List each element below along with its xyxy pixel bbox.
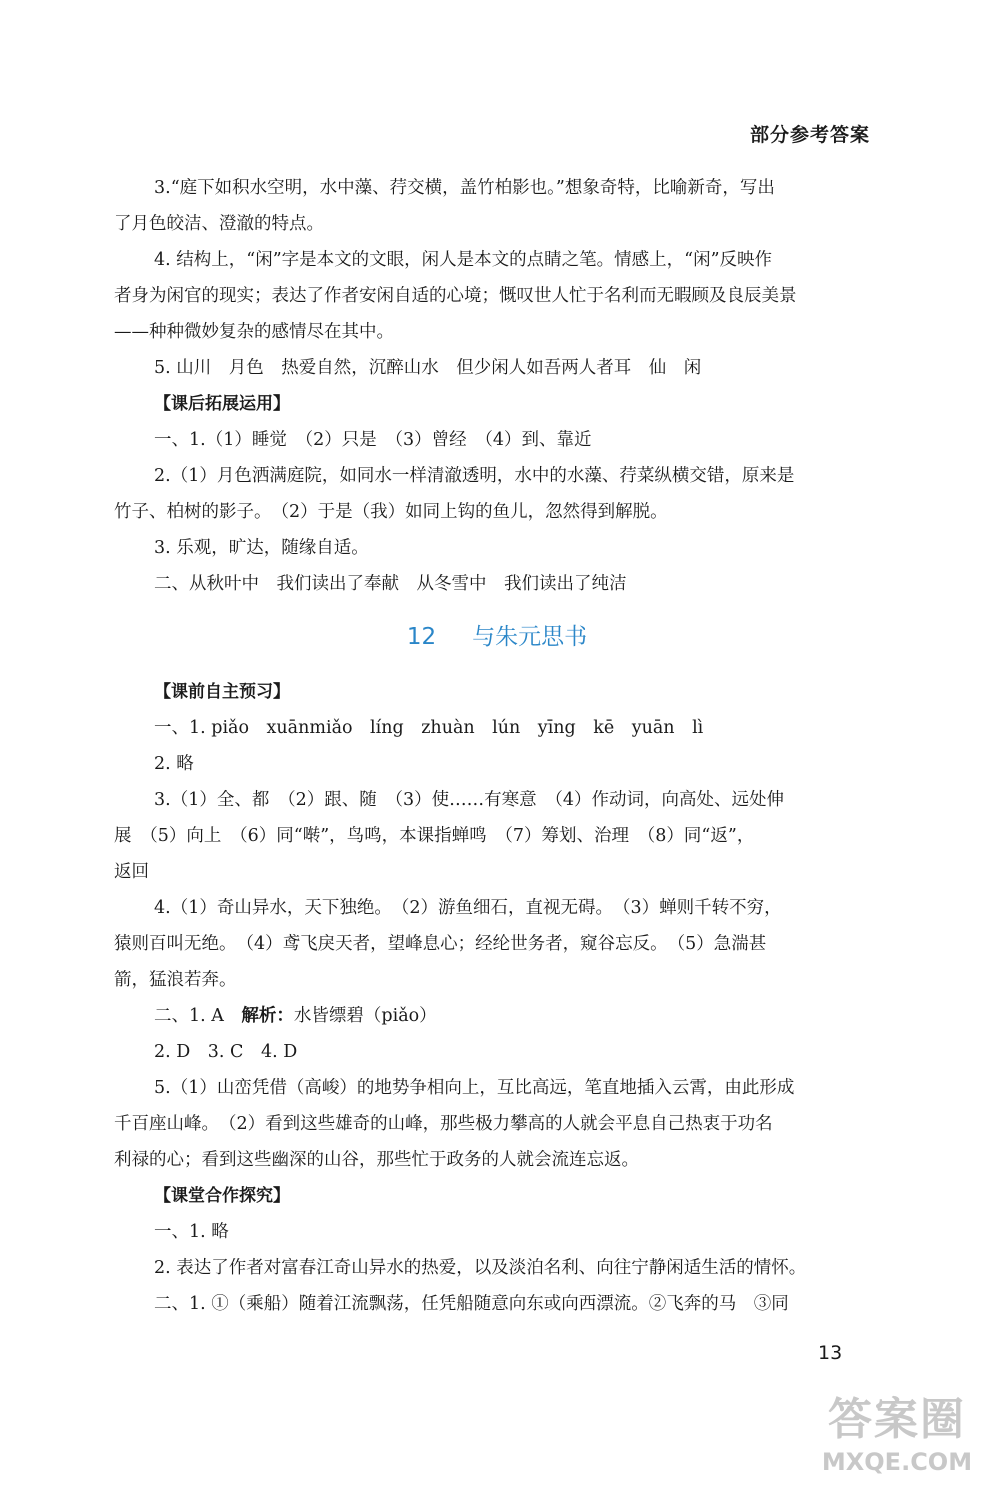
text-line: 猿则百叫无绝。 （4）鸢飞戾天者，望峰息心；经纶世务者，窥谷忘反。 （5）急湍甚 xyxy=(114,934,767,954)
text-line: 2. 略 xyxy=(154,754,194,774)
text-line: 者身为闲官的现实；表达了作者安闲自适的心境；慨叹世人忙于名利而无暇顾及良辰美景 xyxy=(114,286,797,306)
text-line: ——种种微妙复杂的感情尽在其中。 xyxy=(114,322,394,342)
text-line: 3.（1）全、都 （2）跟、随 （3）使……有寒意 （4）作动词，向高处、远处伸 xyxy=(154,790,784,810)
analysis-label: 解析： xyxy=(241,1006,294,1026)
text-line: 利禄的心；看到这些幽深的山谷，那些忙于政务的人就会流连忘返。 xyxy=(114,1150,639,1170)
text-line: 一、1. 略 xyxy=(154,1222,229,1242)
text-line: 了月色皎洁、澄澈的特点。 xyxy=(114,214,324,234)
page-header-title: 部分参考答案 xyxy=(749,124,870,146)
watermark-url: MXQE.COM xyxy=(821,1448,973,1476)
text-line: 展 （5）向上 （6）同“啭”，鸟鸣，本课指蝉鸣 （7）筹划、治理 （8）同“返”， xyxy=(114,826,755,846)
text-line: 二、1. ①（乘船）随着江流飘荡，任凭船随意向东或向西漂流。②飞奔的马 ③同 xyxy=(154,1294,789,1314)
text-line: 3.“庭下如积水空明，水中藻、荇交横，盖竹柏影也。”想象奇特，比喻新奇，写出 xyxy=(154,178,775,198)
text-line: 一、1.（1）睡觉 （2）只是 （3）曾经 （4）到、靠近 xyxy=(154,430,592,450)
text-line: 5.（1）山峦凭借（高峻）的地势争相向上，互比高远，笔直地插入云霄，由此形成 xyxy=(154,1078,795,1098)
section-heading: 【课后拓展运用】 xyxy=(154,394,290,414)
text-line: 2.（1）月色洒满庭院，如同水一样清澈透明，水中的水藻、荇菜纵横交错，原来是 xyxy=(154,466,795,486)
text-line: 箭，猛浪若奔。 xyxy=(114,970,237,990)
answer-content xyxy=(114,170,880,1322)
text-line: 2. D 3. C 4. D xyxy=(154,1042,298,1062)
text-line: 3. 乐观，旷达，随缘自适。 xyxy=(154,538,369,558)
text-line: 4.（1）奇山异水，天下独绝。 （2）游鱼细石，直视无碍。 （3）蝉则千转不穷， xyxy=(154,898,782,918)
text-line: 千百座山峰。 （2）看到这些雄奇的山峰，那些极力攀高的人就会平息自己热衷于功名 xyxy=(114,1114,773,1134)
lesson-title xyxy=(114,606,880,668)
text-line xyxy=(114,998,880,1034)
page-number: 13 xyxy=(818,1342,843,1364)
text-line: 返回 xyxy=(114,862,149,882)
section-heading: 【课前自主预习】 xyxy=(154,682,290,702)
text-line: 5. 山川 月色 热爱自然，沉醉山水 但少闲人如吾两人者耳 仙 闲 xyxy=(154,358,702,378)
watermark-logo xyxy=(802,1395,992,1487)
watermark-text: 答案圈 xyxy=(828,1394,966,1445)
text-line: 一、1. piǎo xuānmiǎo líng zhuàn lún yīng kē yuān lì xyxy=(154,718,704,738)
lesson-name: 与朱元思书 xyxy=(472,624,588,650)
text-line: 二、从秋叶中 我们读出了奉献 从冬雪中 我们读出了纯洁 xyxy=(154,574,627,594)
text-line: 2. 表达了作者对富春江奇山异水的热爱，以及淡泊名利、向往宁静闲适生活的情怀。 xyxy=(154,1258,807,1278)
text-line: 竹子、柏树的影子。 （2）于是（我）如同上钩的鱼儿，忽然得到解脱。 xyxy=(114,502,668,522)
lesson-number: 12 xyxy=(406,624,437,650)
answer-text: 二、1. A xyxy=(154,1006,242,1026)
section-heading: 【课堂合作探究】 xyxy=(154,1186,290,1206)
analysis-text: 水皆缥碧（piǎo） xyxy=(293,1006,437,1026)
text-line: 4. 结构上，“闲”字是本文的文眼，闲人是本文的点睛之笔。情感上，“闲”反映作 xyxy=(154,250,773,270)
